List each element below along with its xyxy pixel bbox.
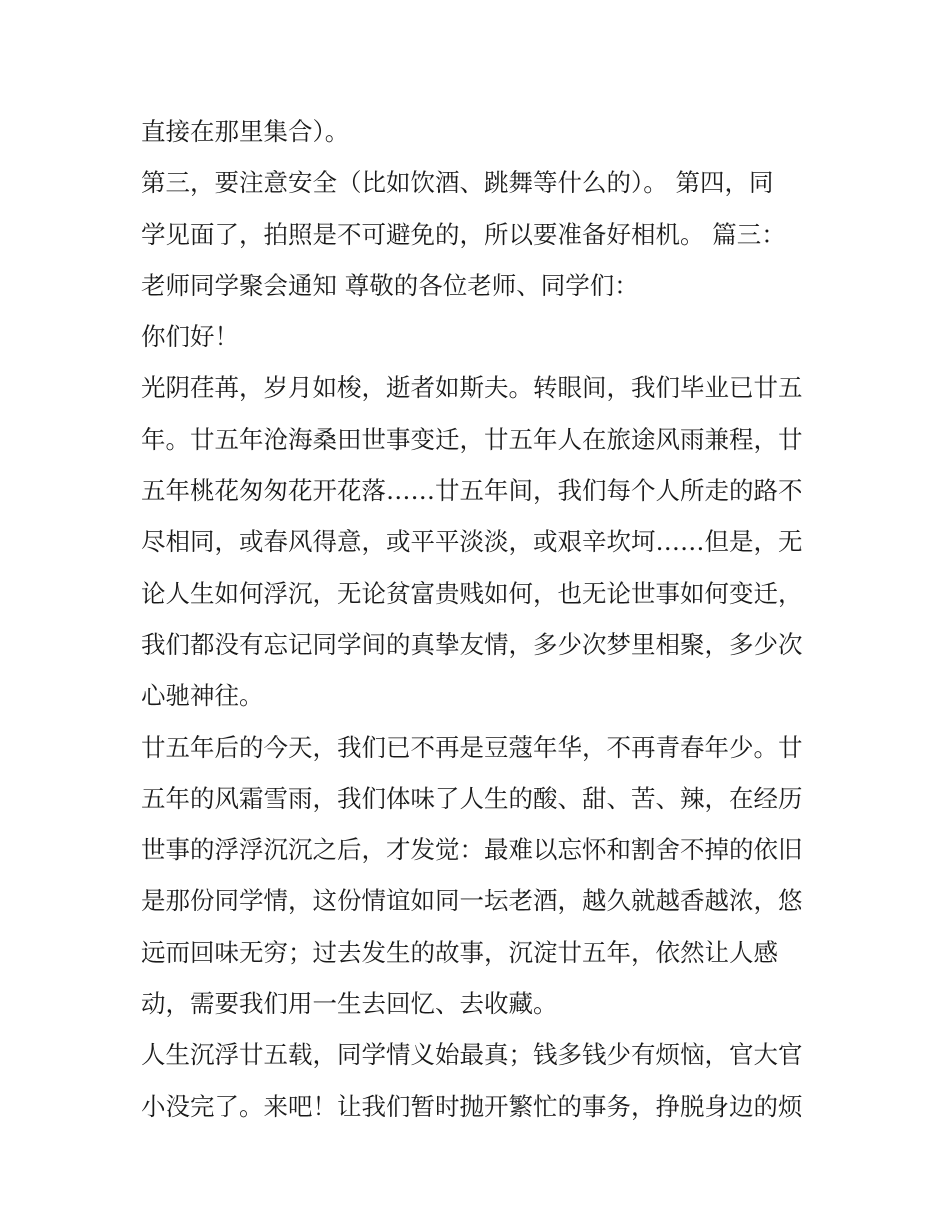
body-text bbox=[141, 106, 821, 1132]
text-line: 小没完了。来吧！让我们暂时抛开繁忙的事务，挣脱身边的烦 bbox=[141, 1091, 803, 1121]
text-line: 直接在那里集合）。 bbox=[141, 117, 350, 146]
text-line: 心驰神往。 bbox=[141, 681, 264, 711]
text-line: 年。廿五年沧海桑田世事变迁，廿五年人在旅途风雨兼程，廿 bbox=[141, 424, 803, 454]
text-line: 老师同学聚会通知 尊敬的各位老师、同学们： bbox=[141, 270, 639, 300]
text-line: 第三，要注意安全（比如饮酒、跳舞等什么的）。 第四，同 bbox=[141, 168, 774, 198]
text-line: 论人生如何浮沉，无论贫富贵贱如何，也无论世事如何变迁， bbox=[141, 578, 803, 608]
text-line: 人生沉浮廿五载，同学情义始最真；钱多钱少有烦恼，官大官 bbox=[141, 1040, 803, 1070]
text-line: 尽相同，或春风得意，或平平淡淡，或艰辛坎坷……但是，无 bbox=[141, 527, 803, 557]
text-line: 世事的浮浮沉沉之后，才发觉：最难以忘怀和割舍不掉的依旧 bbox=[141, 835, 803, 865]
text-line: 是那份同学情，这份情谊如同一坛老酒，越久就越香越浓，悠 bbox=[141, 886, 803, 916]
text-line: 廿五年后的今天，我们已不再是豆蔻年华，不再青春年少。廿 bbox=[141, 732, 803, 762]
text-line: 动，需要我们用一生去回忆、去收藏。 bbox=[141, 989, 558, 1019]
text-line: 你们好！ bbox=[141, 322, 239, 352]
text-line: 学见面了，拍照是不可避免的，所以要准备好相机。 篇三： bbox=[141, 219, 786, 249]
text-line: 光阴荏苒，岁月如梭，逝者如斯夫。转眼间，我们毕业已廿五 bbox=[141, 373, 803, 403]
text-line: 远而回味无穷；过去发生的故事，沉淀廿五年，依然让人感 bbox=[141, 937, 778, 967]
text-line: 五年桃花匆匆花开花落……廿五年间，我们每个人所走的路不 bbox=[141, 476, 803, 506]
text-line: 我们都没有忘记同学间的真挚友情，多少次梦里相聚，多少次 bbox=[141, 629, 803, 659]
text-line: 五年的风霜雪雨，我们体味了人生的酸、甜、苦、辣，在经历 bbox=[141, 783, 803, 813]
